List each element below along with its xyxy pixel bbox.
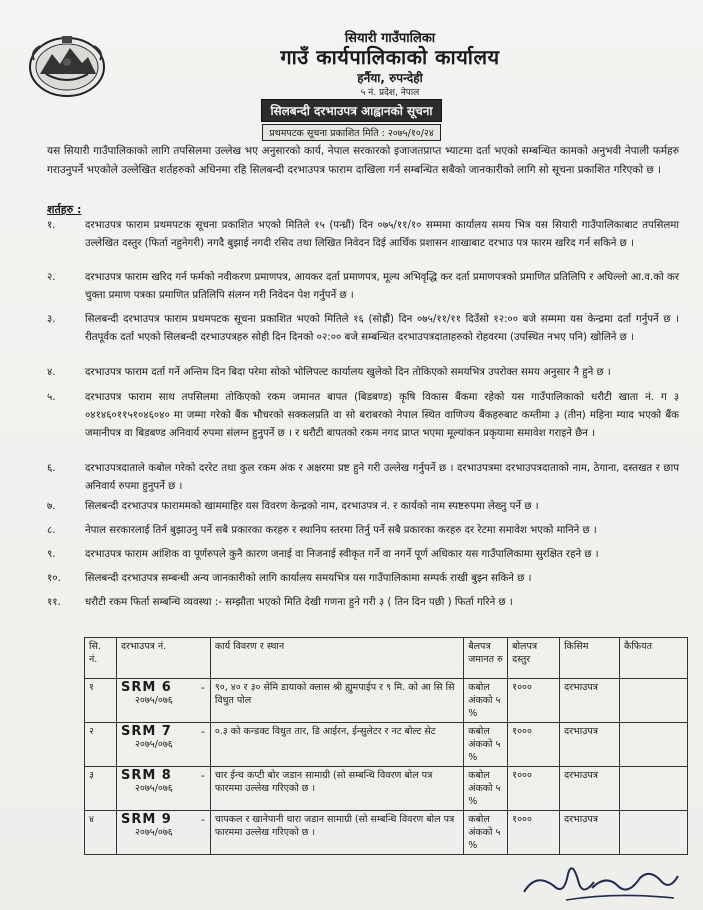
cell-fee: १००० (508, 811, 560, 855)
bid-schedule-table (84, 637, 688, 855)
bid-year: २०७५/०७६ (134, 739, 173, 750)
cell-type: दरभाउपत्र (560, 723, 620, 767)
bid-year: २०७५/०७६ (134, 827, 173, 838)
cell-fee: १००० (508, 679, 560, 723)
cell-bid-number (116, 723, 210, 767)
cell-remarks (620, 811, 688, 855)
table-row (85, 811, 688, 855)
cell-bond: कबोल अंकको ५ % (464, 723, 508, 767)
condition-number: ५. (47, 392, 56, 403)
condition-number: ८. (47, 525, 56, 536)
condition-text: धरौटी रकम फिर्ता सम्बन्धि व्यवस्था :- सम्झौता भएको मिति देखी गणना हुने गरी ३ ( तिन दिन पछी ) फिर्ता गरिने छ । (85, 597, 513, 608)
bid-code: SRM 8 (120, 768, 172, 783)
cell-type: दरभाउपत्र (560, 679, 620, 723)
bid-code: SRM 6 (120, 680, 172, 695)
cell-bond: कबोल अंकको ५ % (464, 767, 508, 811)
cell-description: ०.३ को कन्डक्ट विधुत तार, डि आईरन, ईन्सुलेटर र नट बोल्ट सेट (210, 723, 463, 767)
notice-title-wrap (0, 99, 703, 122)
bid-year: २०७५/०७६ (134, 695, 173, 706)
condition-number: ३. (47, 314, 56, 325)
cell-bond: कबोल अंकको ५ % (464, 811, 508, 855)
cell-sn: २ (85, 723, 117, 767)
condition-text: दरभाउपत्र फाराम आंशिक वा पूर्णरुपले कुनै कारण जनाई वा निजनाई स्वीकृत गर्ने वा नगर्ने पूर्ण अधिकार यस गाउँपालिकामा सुरक्षित रहने छ । (85, 549, 599, 560)
cell-sn: ४ (85, 811, 117, 855)
cell-remarks (620, 723, 688, 767)
cell-type: दरभाउपत्र (560, 811, 620, 855)
cell-bid-number (116, 767, 210, 811)
nepal-emblem-logo (26, 30, 108, 100)
municipality-name: सियारी गाउँपालिका (344, 31, 436, 46)
table-row (85, 767, 688, 811)
condition-text: दरभाउपत्र फाराम खरिद गर्न फर्मको नवीकरण प्रमाणपत्र, आयकर दर्ता प्रमाणपत्र, मूल्य अभिवृद्धि कर दर्ता प्रमाणपत्रको प्रमाणित प्रतिलिपि र अघिल्लो आ.व.को कर चुक्ता प्रमाण पत्रका प्रमाणित प्रतिलिपि संलग्न गरी निवेदन पेश गर्नुपर्ने छ । (85, 272, 679, 301)
intro-paragraph: यस सियारी गाउँपालिकाको लागि तपसिलमा उल्लेख भए अनुसारको कार्य, नेपाल सरकारको इजाजतप्राप्त भ्याटमा दर्ता भएको सम्बन्धित कामको अनुभवी नेपाली फर्महरु गराउनुपर्ने भएकोले उल्लेखित शर्तहरुको अधिनमा रहि सिलबन्दी दरभाउपत्र फाराम दाखिला गर्न सम्बन्धित सबैको जानकारीको लागि सो सूचना प्रकाशित गरिएको छ । (47, 145, 679, 176)
col-header-type: किसिम (560, 638, 620, 679)
notice-title: सिलबन्दी दरभाउपत्र आह्वानको सूचना (261, 99, 441, 122)
cell-description: ९०, ४० र ३० सेमि डायाको क्लास श्री ह्युमपाईप र ९ मि. को आ सि सि विधुत पोल (210, 679, 463, 723)
conditions-heading: शर्तहरु : (47, 203, 82, 216)
col-header-bid-number: दरभाउपत्र नं. (116, 638, 210, 679)
cell-bid-number (116, 679, 210, 723)
condition-text: दरभाउपत्र फाराम प्रथमपटक सूचना प्रकाशित भएको मितिले १५ (पन्ध्रौं) दिन ०७५/११/१० सम्ममा कार्यालय समय भित्र यस सियारी गाउँपालिकाबाट तपसिलमा उल्लेखित दस्तुर (फिर्ता नहुनेगरी) नगदै बुझाई नगदी रसिद तथा लिखित निवेदन दिई आर्थिक प्रशासन शाखाबाट दरभाउ पत्र फारम खरिद गर्न सकिने छ । (85, 220, 679, 249)
condition-number: २. (47, 272, 56, 283)
cell-fee: १००० (508, 723, 560, 767)
bid-code-dash: - (200, 681, 206, 694)
bid-code: SRM 7 (120, 724, 172, 739)
condition-text: दरभाउपत्रदाताले कबोल गरेको दररेट तथा कुल रकम अंक र अक्षरमा प्रष्ट हुने गरी उल्लेख गर्नुपर्ने छ । दरभाउपत्रमा दरभाउपत्रदाताको नाम, ठेगाना, दस्तखत र छाप अनिवार्य रुपमा हुनुपर्ने छ । (85, 463, 679, 492)
table-header-row (85, 638, 688, 679)
condition-number: ९. (47, 549, 56, 560)
col-header-sn: सि. नं. (85, 638, 117, 679)
cell-bond: कबोल अंकको ५ % (464, 679, 508, 723)
condition-number: ७. (47, 501, 56, 512)
col-header-description: कार्य विवरण र स्थान (210, 638, 463, 679)
condition-number: ४. (47, 367, 56, 378)
col-header-bond: बैलपत्र जमानत रु (464, 638, 508, 679)
cell-description: चापकल र खानेपानी धारा जडान सामाग्री (सो सम्बन्धि विवरण बोल पत्र फारममा उल्लेख गरिएको छ । (210, 811, 463, 855)
condition-text: सिलबन्दी दरभाउपत्र सम्बन्धी अन्य जानकारीको लागि कार्यालय समयभित्र यस गाउँपालिकामा सम्पर्क राखी बुझ्न सकिने छ । (85, 573, 532, 584)
cell-sn: ३ (85, 767, 117, 811)
condition-text: दरभाउपत्र फाराम दर्ता गर्ने अन्तिम दिन बिदा परेमा सोको भोलिपल्ट कार्यालय खुलेको दिन तोकिएको समयभित्र उपरोक्त समय अनुसार नै हुने छ । (85, 367, 611, 378)
cell-type: दरभाउपत्र (560, 767, 620, 811)
condition-number: ११. (47, 597, 61, 608)
cell-bid-number (116, 811, 210, 855)
bid-year: २०७५/०७६ (134, 783, 173, 794)
condition-text: सिलबन्दी दरभाउपत्र फाराममको खाममाहिर यस विवरण केन्द्रको नाम, दरभाउपत्र नं. र कार्यको नाम स्पष्टरुपमा लेख्नु पर्ने छ । (85, 501, 539, 512)
office-place: हर्नैया, रुपन्देही (357, 71, 423, 85)
table-row (85, 723, 688, 767)
handwritten-signature (506, 852, 686, 907)
condition-text: सिलबन्दी दरभाउपत्र फाराम प्रथमपटक सूचना प्रकाशित भएको मितिले १६ (सोह्रौं) दिन ०७५/११/११ दिउँसो १२:०० बजे सम्ममा यस केन्द्रमा दर्ता गर्नुपर्ने छ । रीतपूर्वक दर्ता भएको सिलबन्दी दरभाउपत्रहरु सोही दिन दिनको ०२:०० बजे सम्बन्धित दरभाउपत्रदाताहरुको रोहवरमा (उपस्थित नभए पनि) खोलिने छ । (85, 314, 679, 343)
condition-text: नेपाल सरकारलाई तिर्न बुझाउनु पर्ने सबै प्रकारका करहरु र स्थानिय स्तरमा तिर्नु पर्ने सबै प्रकारका करहरु दर रेटमा समावेश भएको मानिने छ । (85, 525, 597, 536)
office-title: गाउँ कार्यपालिकाको कार्यालय (280, 45, 500, 69)
publish-info-wrap (0, 121, 703, 141)
cell-remarks (620, 767, 688, 811)
cell-description: चार ईन्च कप्टी बोर जडान सामाग्री (सो सम्बन्धि विवरण बोल पत्र फारममा उल्लेख गरिएको छ । (210, 767, 463, 811)
cell-sn: १ (85, 679, 117, 723)
office-province: ५ नं. प्रदेश, नेपाल (360, 88, 420, 98)
col-header-remarks: कैफियत (620, 638, 688, 679)
condition-number: १. (47, 220, 56, 231)
cell-fee: १००० (508, 767, 560, 811)
publish-info: प्रथमपटक सूचना प्रकाशित मिति : २०७५/१०/२४ (262, 124, 441, 141)
condition-text: दरभाउपत्र फाराम साथ तपसिलमा तोकिएको रकम जमानत बापत (बिडबण्ड) कृषि विकास बैंकमा रहेको यस गाउँपालिकाको धरौटी खाता नं. ग ३ ०४१४६०११५१०४६०४० मा जम्मा गरेको बैंक भौचरको सक्कलप्रति वा सो बराबरको नेपाल स्थित वाणिज्य बैंकहरुबाट कम्तीमा ३ (तीन) महिना म्याद भएको बैंक जमानीपत्र वा बिडबण्ड अनिवार्य रुपमा संलग्न हुनुपर्ने छ । र धरौटी बापतको रकम नगद प्राप्त भएमा मूल्यांकन प्रकृयामा समावेश गराइने छैन । (85, 392, 679, 439)
condition-number: ६. (47, 463, 56, 474)
bid-code-dash: - (200, 725, 206, 738)
col-header-fee: बोलपत्र दस्तुर (508, 638, 560, 679)
condition-number: १०. (47, 573, 61, 584)
table-row (85, 679, 688, 723)
bid-code: SRM 9 (120, 812, 172, 827)
bid-code-dash: - (200, 769, 206, 782)
bid-code-dash: - (200, 813, 206, 826)
cell-remarks (620, 679, 688, 723)
